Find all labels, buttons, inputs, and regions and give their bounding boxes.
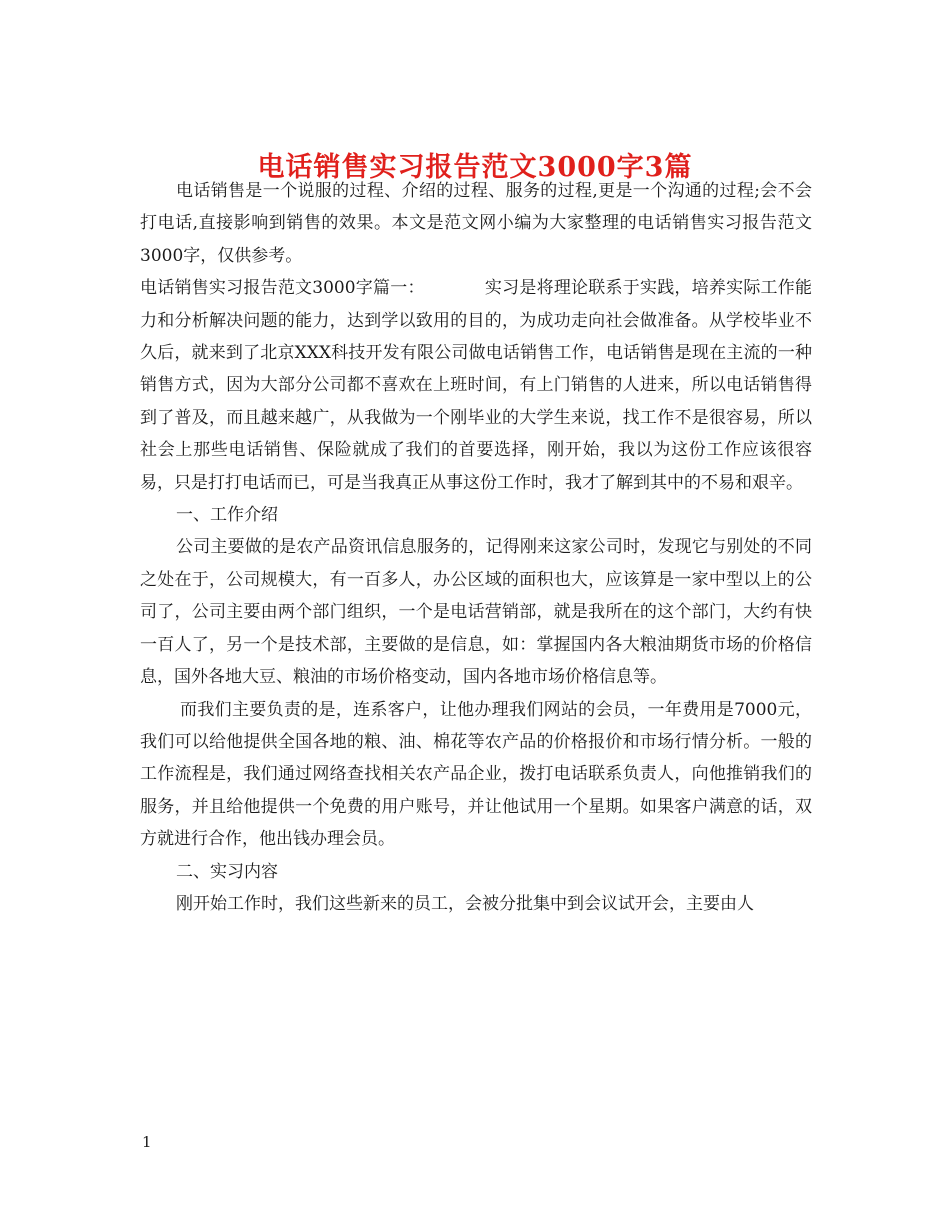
work-intro-paragraph: 公司主要做的是农产品资讯信息服务的，记得刚来这家公司时，发现它与别处的不同之处在于，公司规模大，有一百多人，办公区域的面积也大，应该算是一家中型以上的公司了，公司主要由两个部门组织，一个是电话营销部，就是我所在的这个部门，大约有快一百人了，另一个是技术部，主要做的是信息，如：掌握国内各大粮油期货市场的价格信息，国外各地大豆、粮油的市场价格变动，国内各地市场价格信息等。	[140, 537, 812, 688]
intro-paragraph: 电话销售是一个说服的过程、介绍的过程、服务的过程,更是一个沟通的过程;会不会打电话,直接影响到销售的效果。本文是范文网小编为大家整理的电话销售实习报告范文3000字，仅供参考。	[140, 181, 812, 266]
section-heading-work-intro: 一、工作介绍	[176, 505, 278, 526]
section-heading-internship: 二、实习内容	[176, 861, 278, 882]
part-one-text: 实习是将理论联系于实践，培养实际工作能力和分析解决问题的能力，达到学以致用的目的，为成功走向社会做准备。从学校毕业不久后，就来到了北京XXX科技开发有限公司做电话销售工作，电话销售是现在主流的一种销售方式，因为大部分公司都不喜欢在上班时间，有上门销售的人进来，所以电话销售得到了普及，而且越来越广，从我做为一个刚毕业的大学生来说，找工作不是很容易，所以社会上那些电话销售、保险就成了我们的首要选择，刚开始，我以为这份工作应该很容易，只是打打电话而已，可是当我真正从事这份工作时，我才了解到其中的不易和艰辛。	[140, 278, 813, 493]
page-number: 1	[142, 1133, 152, 1151]
part-one-label: 电话销售实习报告范文3000字篇一：	[140, 278, 425, 299]
document-title: 电话销售实习报告范文3000字3篇	[257, 152, 693, 184]
document-body	[140, 175, 812, 920]
duties-paragraph: 而我们主要负责的是，连系客户，让他办理我们网站的会员，一年费用是7000元，我们可以给他提供全国各地的粮、油、棉花等农产品的价格报价和市场行情分析。一般的工作流程是，我们通过网络查找相关农产品企业，拨打电话联系负责人，向他推销我们的服务，并且给他提供一个免费的用户账号，并让他试用一个星期。如果客户满意的话，双方就进行合作，他出钱办理会员。	[140, 699, 812, 850]
part-one-paragraph	[140, 272, 812, 499]
internship-paragraph: 刚开始工作时，我们这些新来的员工，会被分批集中到会议试开会，主要由人	[176, 893, 754, 914]
